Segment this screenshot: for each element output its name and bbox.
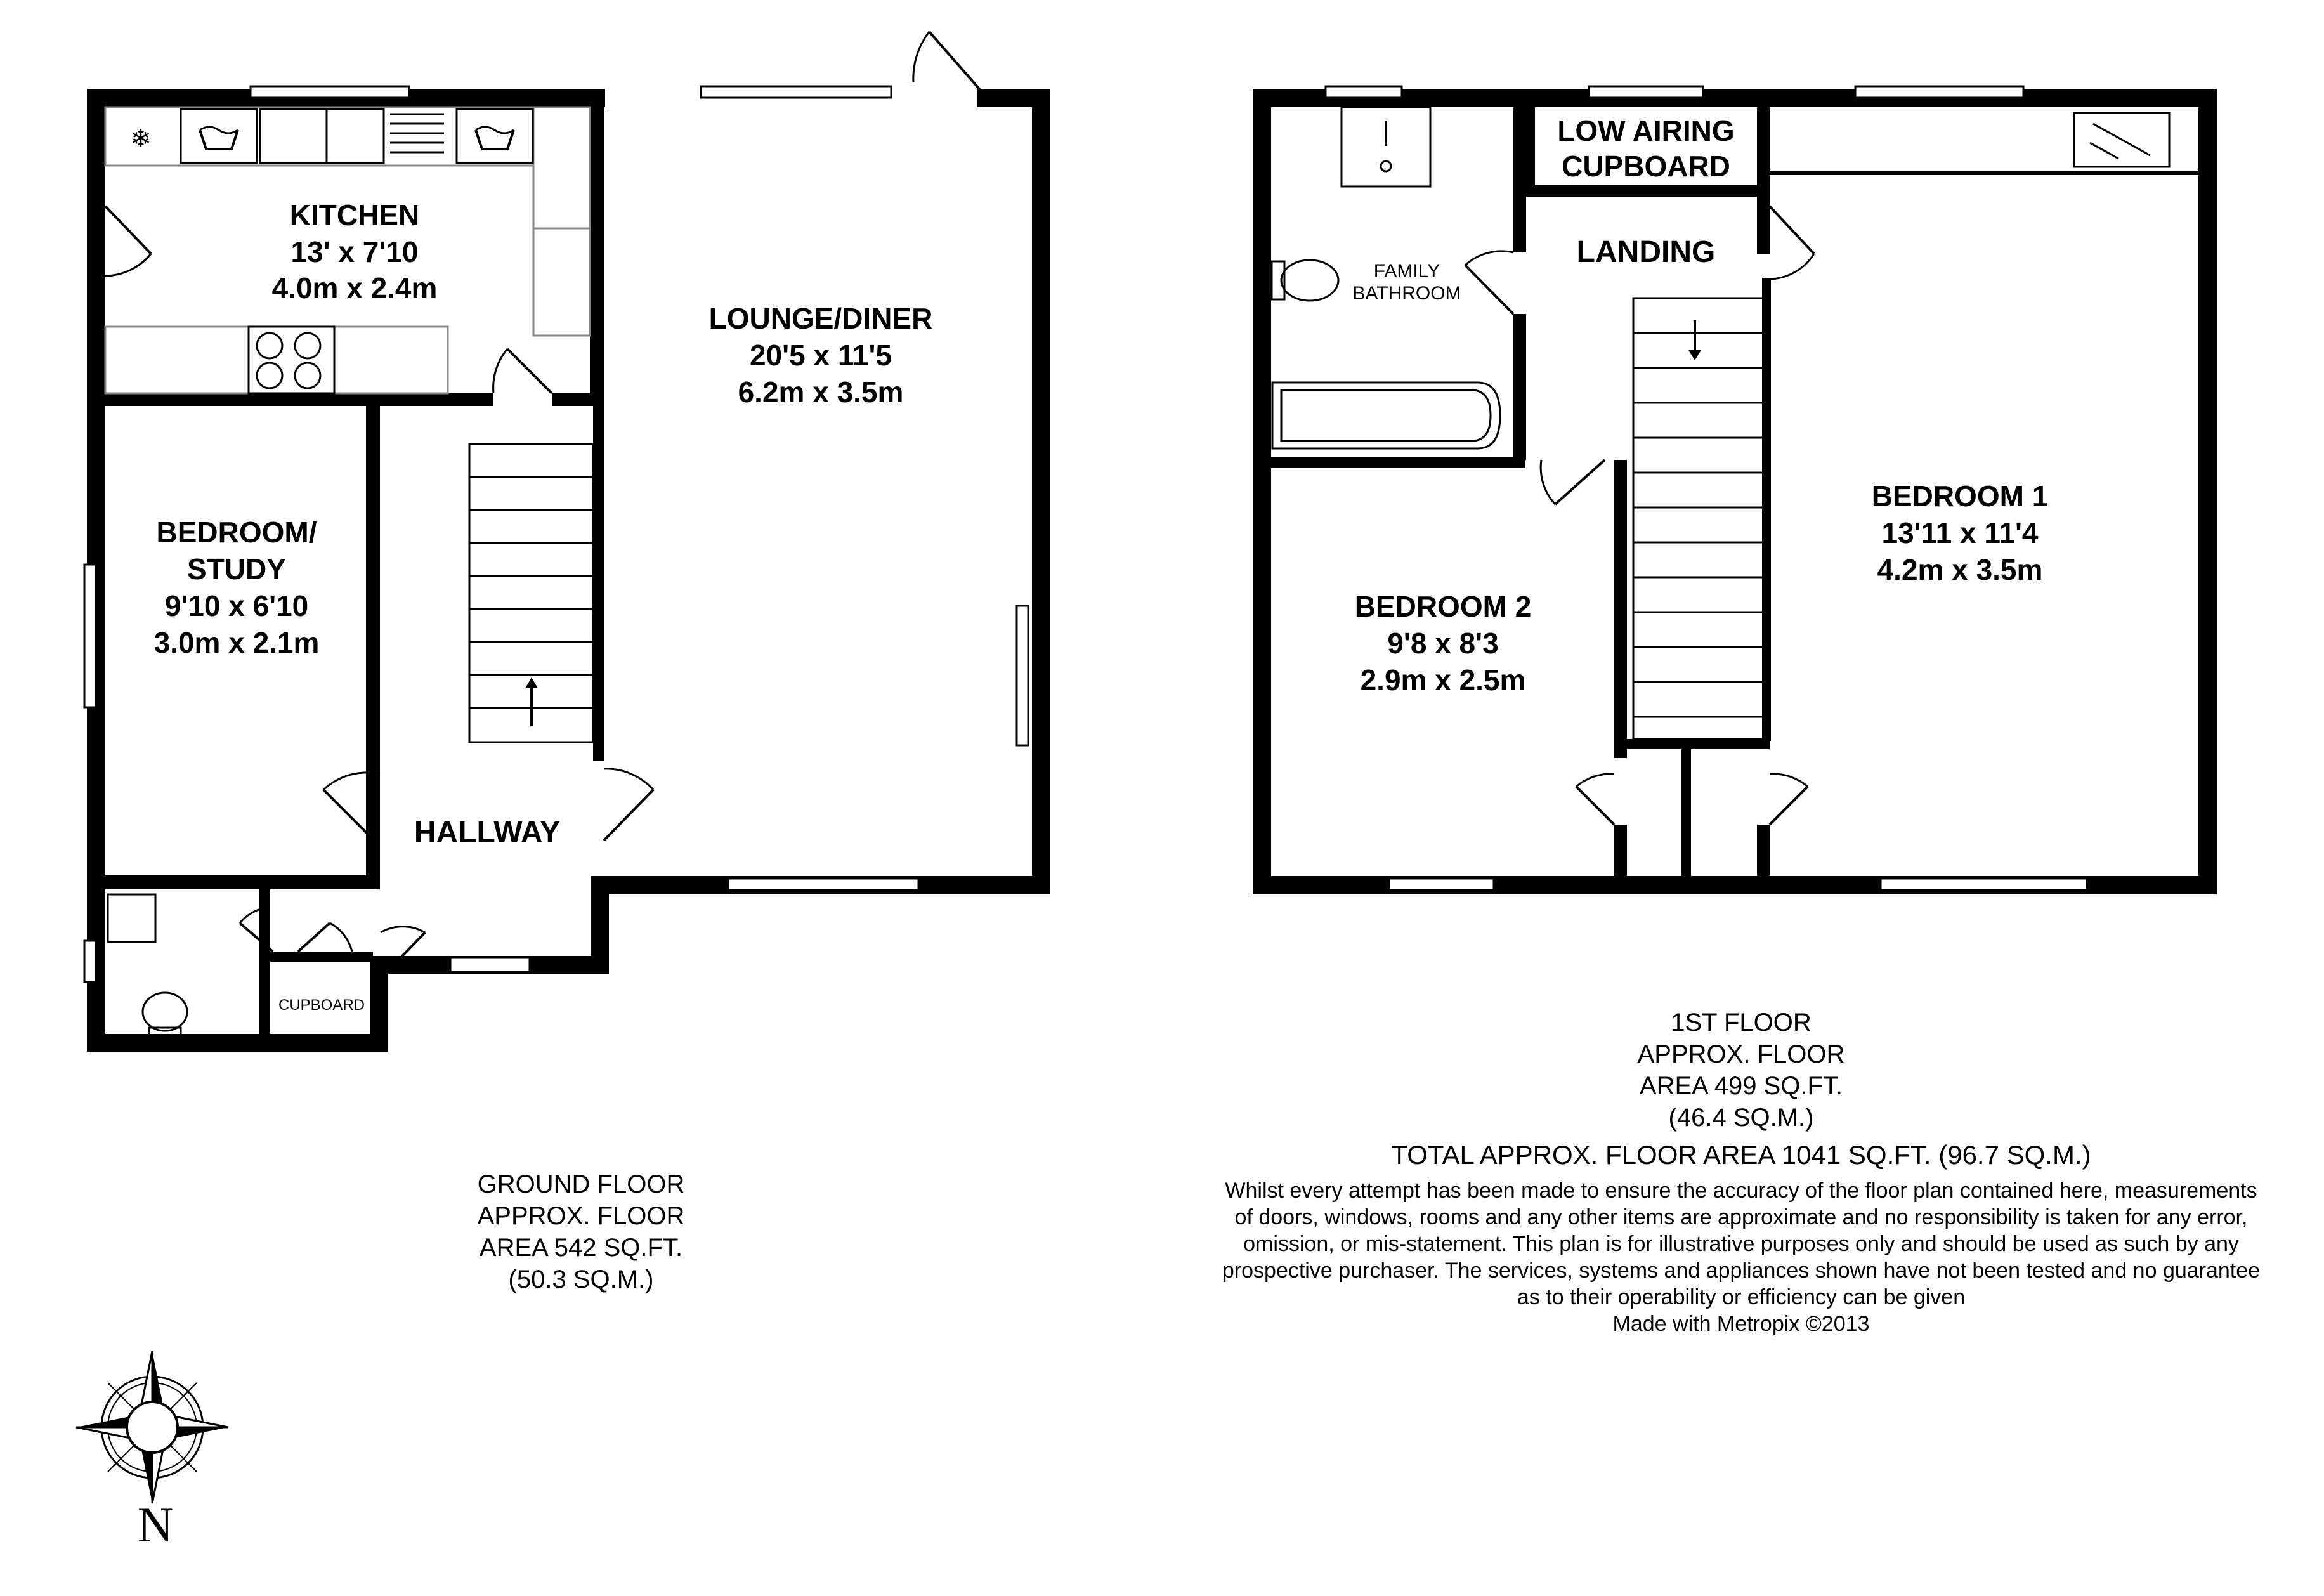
kitchen-window (251, 86, 409, 98)
svg-text:AREA 499 SQ.FT.: AREA 499 SQ.FT. (1639, 1072, 1843, 1100)
hallway-label: HALLWAY (414, 816, 561, 849)
svg-text:BATHROOM: BATHROOM (1352, 283, 1461, 304)
bedroom2-window (1389, 879, 1494, 890)
svg-text:FAMILY: FAMILY (1373, 261, 1440, 282)
first-floor-plan (1253, 86, 2217, 894)
svg-text:BEDROOM 2: BEDROOM 2 (1354, 590, 1532, 623)
svg-text:9'10 x 6'10: 9'10 x 6'10 (164, 589, 309, 622)
bedroom-study-label (154, 516, 320, 659)
svg-text:APPROX. FLOOR: APPROX. FLOOR (1637, 1040, 1845, 1068)
lounge-window-side (1017, 606, 1028, 745)
bedroom2-label (1355, 590, 1532, 697)
svg-text:6.2m x 3.5m: 6.2m x 3.5m (738, 376, 904, 409)
wc-window (84, 941, 96, 982)
svg-text:AREA 542 SQ.FT.: AREA 542 SQ.FT. (479, 1234, 683, 1262)
svg-text:STUDY: STUDY (187, 553, 286, 585)
svg-text:APPROX. FLOOR: APPROX. FLOOR (477, 1202, 685, 1230)
shirt-icon (2074, 113, 2169, 167)
svg-text:prospective purchaser. The ser: prospective purchaser. The services, systems and appliances shown have not been tested and no guarantee (1222, 1259, 2261, 1283)
lounge-window-top (701, 86, 891, 98)
bedroom-study-window (84, 565, 96, 707)
landing-label: LANDING (1576, 235, 1716, 269)
ground-floor-plan (84, 32, 1050, 1052)
svg-text:(50.3 SQ.M.): (50.3 SQ.M.) (508, 1266, 654, 1293)
hob-icon (249, 327, 334, 393)
bath-icon (1272, 383, 1500, 448)
bathroom-window (1326, 86, 1402, 98)
svg-text:as to their operability or eff: as to their operability or efficiency can be given (1517, 1285, 1966, 1309)
washing-machine-icon (200, 127, 238, 149)
ground-floor-area (478, 1170, 685, 1293)
compass-north-label: N (137, 1497, 174, 1552)
svg-text:LOUNGE/DINER: LOUNGE/DINER (708, 302, 933, 335)
compass-rose-icon (76, 1351, 228, 1503)
wc-fittings (108, 894, 187, 1035)
credit: Made with Metropix ©2013 (1612, 1312, 1870, 1336)
kitchen-label (272, 199, 438, 304)
disclaimer (1222, 1179, 2260, 1336)
draining-board-icon (390, 114, 444, 152)
bathroom-label (1352, 261, 1461, 304)
ground-floor-stairs (469, 444, 593, 742)
door-leaf (929, 32, 988, 98)
dishwasher-icon (476, 127, 514, 149)
total-area: TOTAL APPROX. FLOOR AREA 1041 SQ.FT. (96.7 SQ.M.) (1391, 1140, 2091, 1170)
svg-text:20'5 x 11'5: 20'5 x 11'5 (750, 339, 892, 372)
svg-text:1ST FLOOR: 1ST FLOOR (1671, 1009, 1812, 1037)
first-floor-stairs (1633, 298, 1763, 739)
svg-text:omission, or mis-statement. Th: omission, or mis-statement. This plan is for illustrative purposes only and should be used as such by any (1243, 1232, 2239, 1256)
airing-window (1589, 86, 1703, 98)
svg-text:(46.4 SQ.M.): (46.4 SQ.M.) (1668, 1104, 1814, 1132)
bedroom1-label (1872, 480, 2049, 586)
lounge-window-bottom (728, 879, 918, 890)
svg-text:Whilst every attempt has been: Whilst every attempt has been made to ensure the accuracy of the floor plan contained here, measurements (1225, 1179, 2257, 1203)
svg-text:9'8 x 8'3: 9'8 x 8'3 (1387, 627, 1499, 660)
svg-text:KITCHEN: KITCHEN (289, 199, 420, 232)
svg-text:CUPBOARD: CUPBOARD (1562, 150, 1730, 183)
cupboard-label: CUPBOARD (278, 997, 365, 1014)
svg-text:4.0m x 2.4m: 4.0m x 2.4m (271, 271, 438, 304)
svg-text:13' x 7'10: 13' x 7'10 (290, 235, 419, 268)
bedroom1-window-bottom (1881, 879, 2087, 890)
airing-cupboard-label (1557, 114, 1734, 183)
hallway-window (450, 958, 530, 972)
svg-text:2.9m x 2.5m: 2.9m x 2.5m (1360, 664, 1526, 697)
svg-text:4.2m x 3.5m: 4.2m x 3.5m (1877, 553, 2043, 586)
svg-text:BEDROOM 1: BEDROOM 1 (1871, 480, 2049, 513)
lounge-label (709, 302, 933, 409)
first-floor-walls (1253, 89, 2217, 894)
bedroom1-window-top (1855, 86, 2023, 98)
svg-text:GROUND FLOOR: GROUND FLOOR (477, 1170, 685, 1198)
first-floor-area (1638, 1009, 1845, 1132)
toilet-icon (1272, 260, 1338, 301)
svg-text:13'11 x 11'4: 13'11 x 11'4 (1881, 516, 2039, 549)
svg-text:❄: ❄ (130, 125, 152, 153)
svg-text:of doors, windows, rooms and a: of doors, windows, rooms and any other items are approximate and no responsibility is taken for any error, (1234, 1205, 2248, 1229)
freezer-icon (130, 125, 152, 153)
svg-text:LOW AIRING: LOW AIRING (1557, 114, 1735, 147)
svg-text:3.0m x 2.1m: 3.0m x 2.1m (153, 626, 320, 659)
svg-text:BEDROOM/: BEDROOM/ (156, 516, 317, 549)
